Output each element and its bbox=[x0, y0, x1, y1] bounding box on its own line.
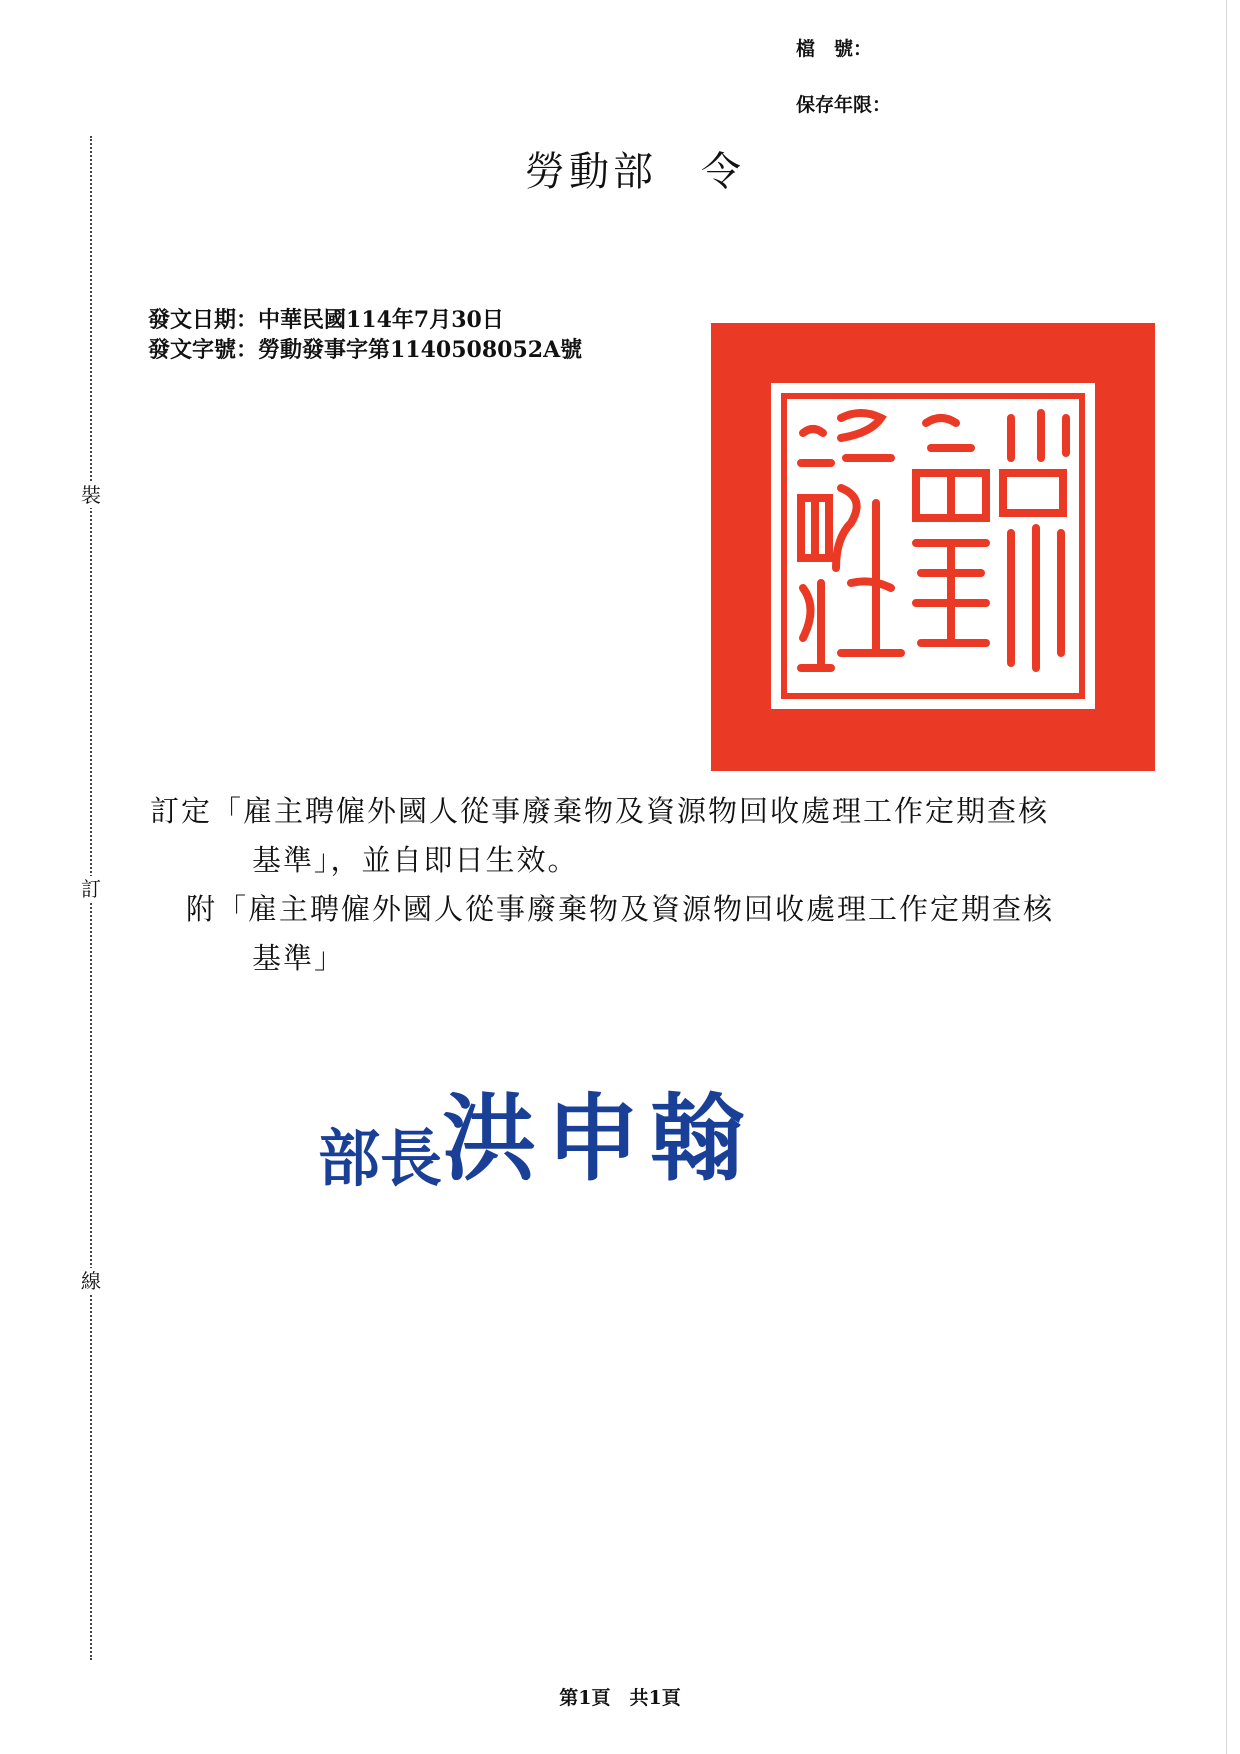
page-number: 第1頁 共1頁 bbox=[559, 1687, 681, 1709]
attachment-line-1: 附「雇主聘僱外國人從事廢棄物及資源物回收處理工作定期查核 bbox=[186, 892, 1055, 926]
signature-name: 洪申翰 bbox=[442, 1085, 755, 1194]
binding-mark-staple: 訂 bbox=[76, 876, 106, 902]
document-title: 勞動部 令 bbox=[525, 149, 745, 195]
retention-period-label: 保存年限： bbox=[796, 94, 892, 116]
file-number-label: 檔 號： bbox=[796, 38, 873, 60]
binding-mark-bind: 裝 bbox=[76, 482, 106, 508]
page-edge bbox=[1226, 0, 1227, 1754]
body-line-2: 基準」，並自即日生效。 bbox=[252, 843, 579, 877]
official-seal bbox=[711, 323, 1155, 771]
seal-graphic bbox=[711, 323, 1155, 771]
signature-title: 部長 bbox=[318, 1122, 443, 1195]
issue-date: 發文日期：中華民國114年7月30日 bbox=[148, 307, 504, 333]
minister-signature bbox=[318, 1063, 754, 1198]
body-line-1: 訂定「雇主聘僱外國人從事廢棄物及資源物回收處理工作定期查核 bbox=[150, 794, 1050, 828]
issue-number: 發文字號：勞動發事字第1140508052A號 bbox=[148, 337, 583, 363]
binding-mark-line: 線 bbox=[76, 1268, 106, 1294]
attachment-line-2: 基準」 bbox=[252, 941, 346, 975]
